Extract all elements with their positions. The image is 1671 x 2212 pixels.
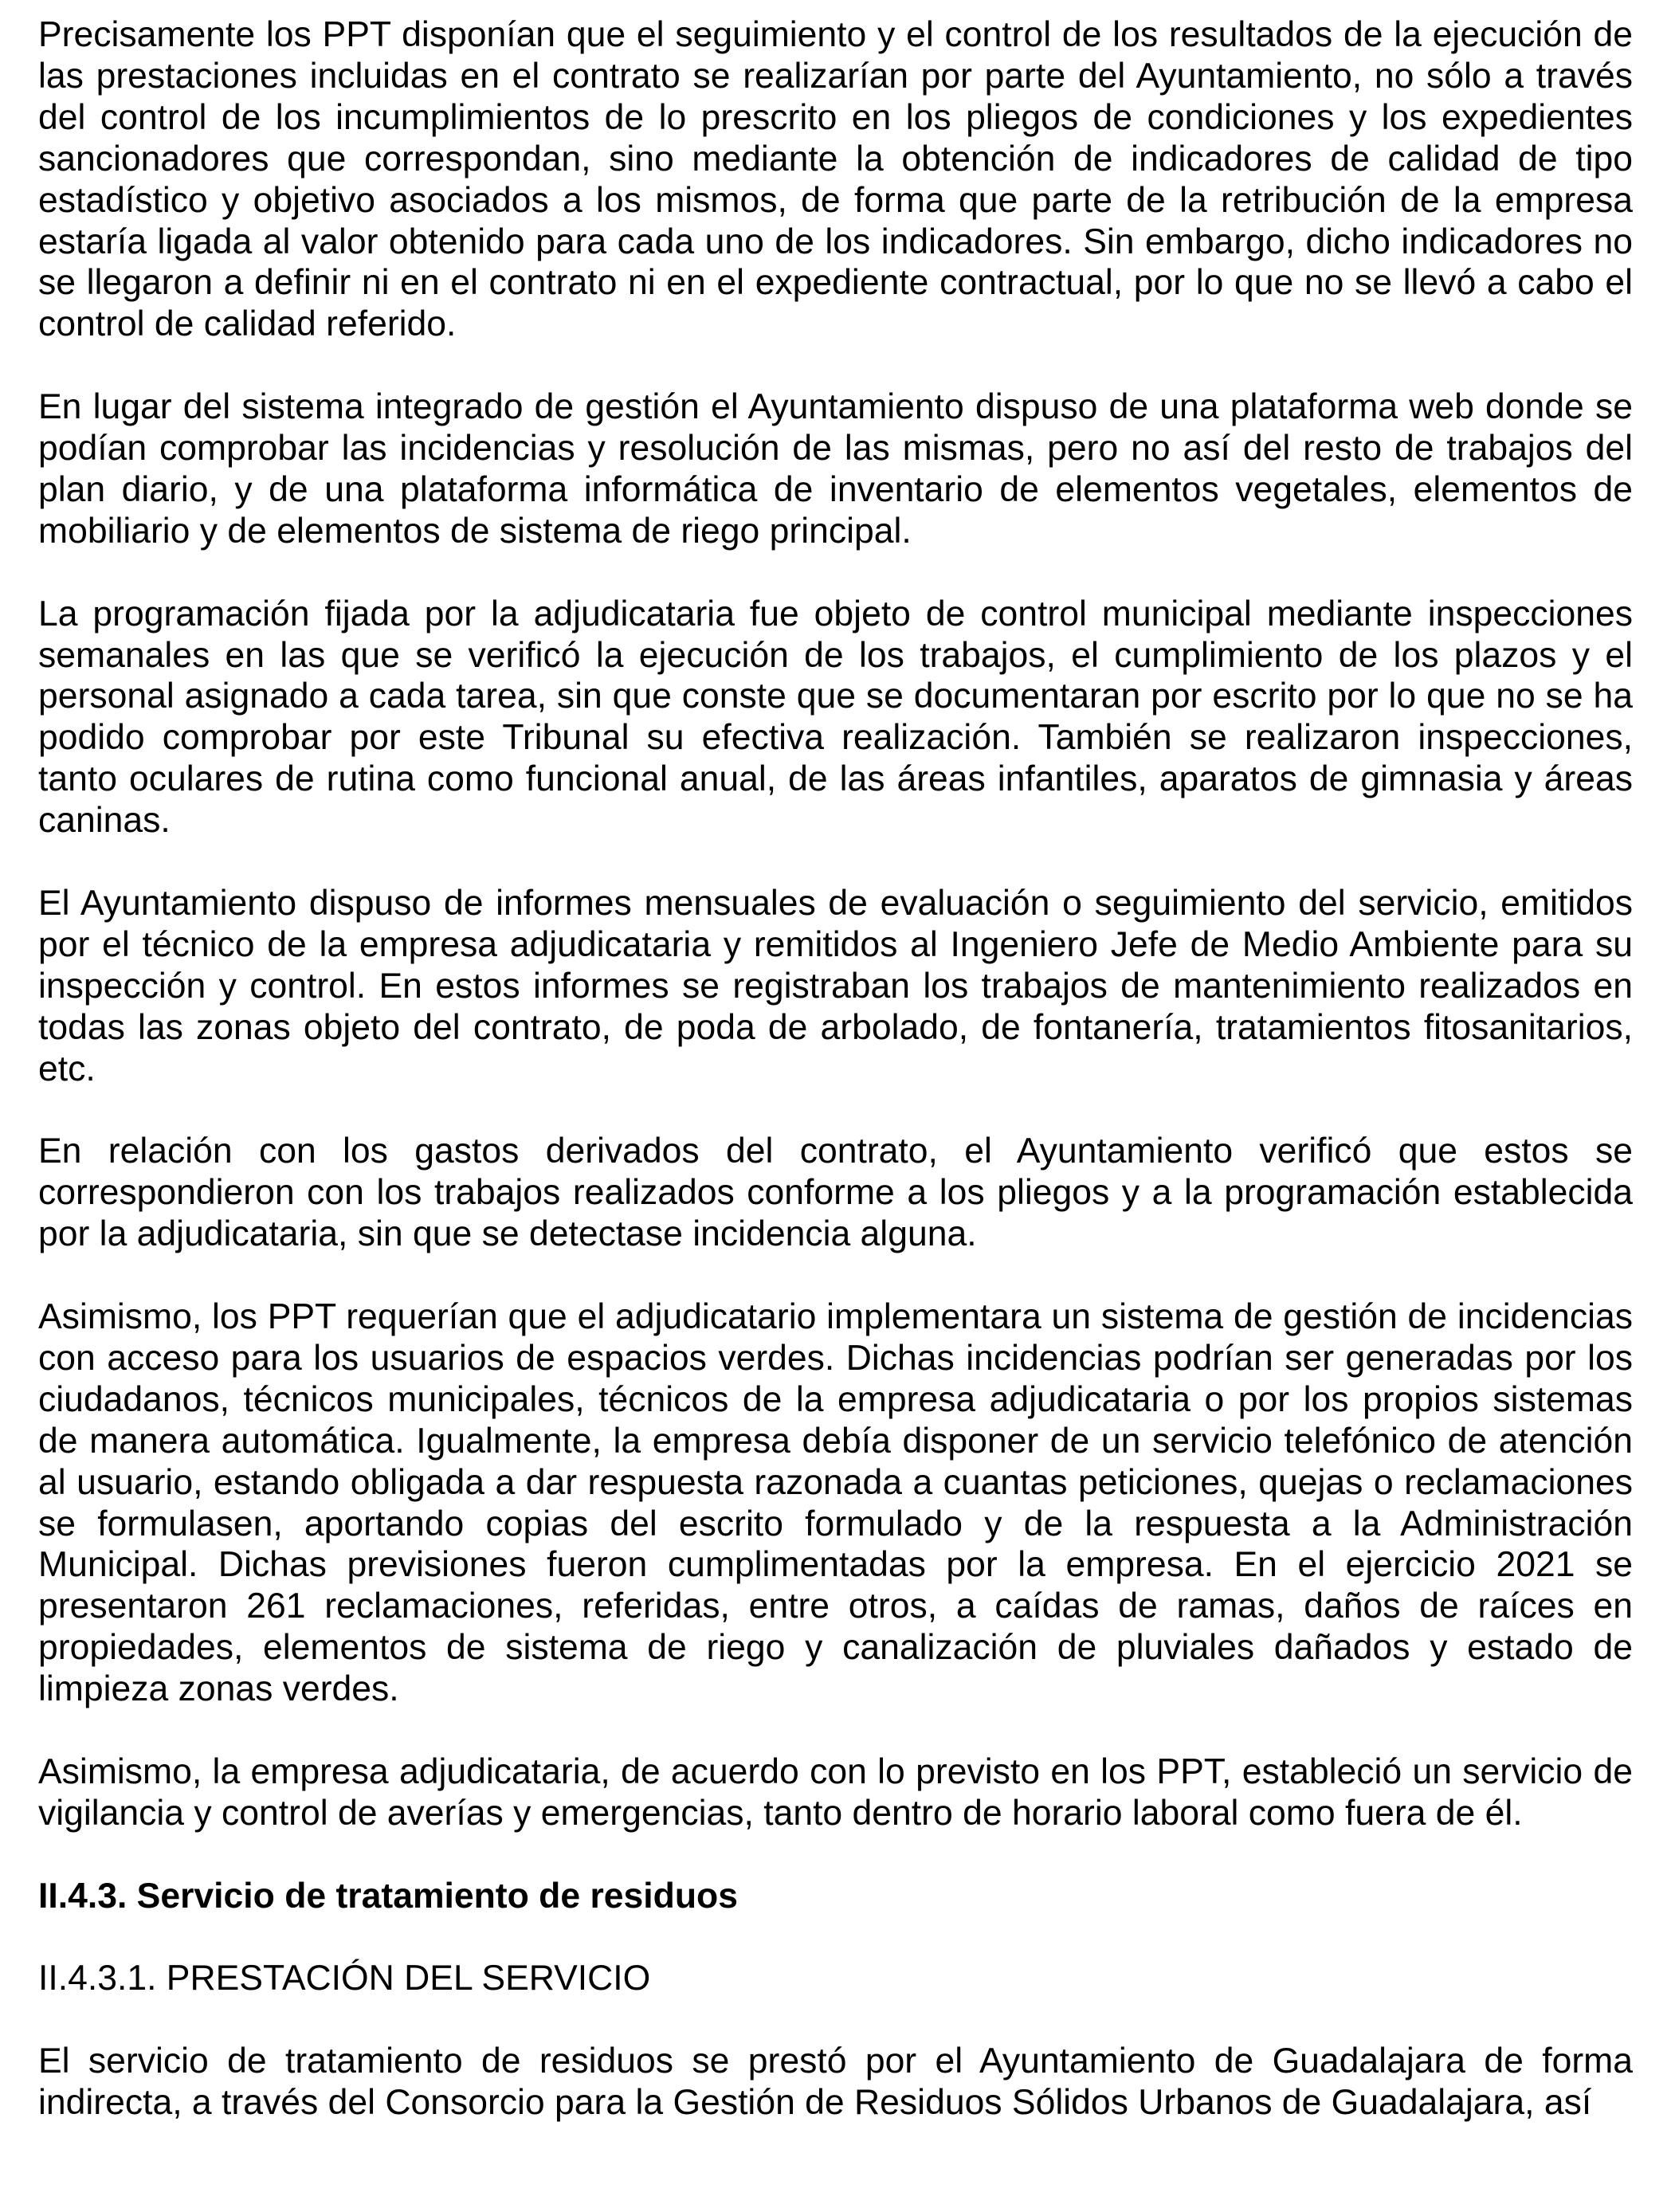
- paragraph-monthly-reports: El Ayuntamiento dispuso de informes mensuales de evaluación o seguimiento del servicio, emitidos por el técnico de la empresa adjudicataria y remitidos al Ingeniero Jefe de Medio Ambiente para su inspección y control. En estos informes se registraban los trabajos de mantenimiento realizados en todas las zonas objeto del contrato, de poda de arbolado, de fontanería, tratamientos fitosanitarios, etc.: [38, 883, 1633, 1088]
- document-page: [38, 14, 1633, 2165]
- paragraph-web-platform: En lugar del sistema integrado de gestión el Ayuntamiento dispuso de una plataforma web donde se podían comprobar las incidencias y resolución de las mismas, pero no así del resto de trabajos del plan diario, y de una plataforma informática de inventario de elementos vegetales, elementos de mobiliario y de elementos de sistema de riego principal.: [38, 387, 1633, 551]
- paragraph-expenses: En relación con los gastos derivados del contrato, el Ayuntamiento verificó que estos se correspondieron con los trabajos realizados conforme a los pliegos y a la programación establecida por la adjudicataria, sin que se detectase incidencia alguna.: [38, 1131, 1633, 1254]
- paragraph-inspections: La programación fijada por la adjudicataria fue objeto de control municipal mediante inspecciones semanales en las que se verificó la ejecución de los trabajos, el cumplimiento de los plazos y el personal asignado a cada tarea, sin que conste que se documentaran por escrito por lo que no se ha podido comprobar por este Tribunal su efectiva realización. También se realizaron inspecciones, tanto oculares de rutina como funcional anual, de las áreas infantiles, aparatos de gimnasia y áreas caninas.: [38, 594, 1633, 841]
- section-heading: II.4.3. Servicio de tratamiento de residuos: [38, 1876, 738, 1916]
- paragraph-emergency-service: Asimismo, la empresa adjudicataria, de acuerdo con lo previsto en los PPT, estableció un servicio de vigilancia y control de averías y emergencias, tanto dentro de horario laboral como fuera de él.: [38, 1751, 1633, 1833]
- paragraph-waste-treatment: El servicio de tratamiento de residuos se prestó por el Ayuntamiento de Guadalajara de forma indirecta, a través del Consorcio para la Gestión de Residuos Sólidos Urbanos de Guadalajara, así: [38, 2041, 1633, 2123]
- paragraph-incident-management: Asimismo, los PPT requerían que el adjudicatario implementara un sistema de gestión de incidencias con acceso para los usuarios de espacios verdes. Dichas incidencias podrían ser generadas por los ciudadanos, técnicos municipales, técnicos de la empresa adjudicataria o por los propios sistemas de manera automática. Igualmente, la empresa debía disponer de un servicio telefónico de atención al usuario, estando obligada a dar respuesta razonada a cuantas peticiones, quejas o reclamaciones se formulasen, aportando copias del escrito formulado y de la respuesta a la Administración Municipal. Dichas previsiones fueron cumplimentadas por la empresa. En el ejercicio 2021 se presentaron 261 reclamaciones, referidas, entre otros, a caídas de ramas, daños de raíces en propiedades, elementos de sistema de riego y canalización de pluviales dañados y estado de limpieza zonas verdes.: [38, 1297, 1633, 1709]
- subsection-heading: II.4.3.1. PRESTACIÓN DEL SERVICIO: [38, 1959, 651, 1998]
- paragraph-quality-indicators: Precisamente los PPT disponían que el seguimiento y el control de los resultados de la ejecución de las prestaciones incluidas en el contrato se realizarían por parte del Ayuntamiento, no sólo a través del control de los incumplimientos de lo prescrito en los pliegos de condiciones y los expedientes sancionadores que correspondan, sino mediante la obtención de indicadores de calidad de tipo estadístico y objetivo asociados a los mismos, de forma que parte de la retribución de la empresa estaría ligada al valor obtenido para cada uno de los indicadores. Sin embargo, dicho indicadores no se llegaron a definir ni en el contrato ni en el expediente contractual, por lo que no se llevó a cabo el control de calidad referido.: [38, 15, 1633, 344]
